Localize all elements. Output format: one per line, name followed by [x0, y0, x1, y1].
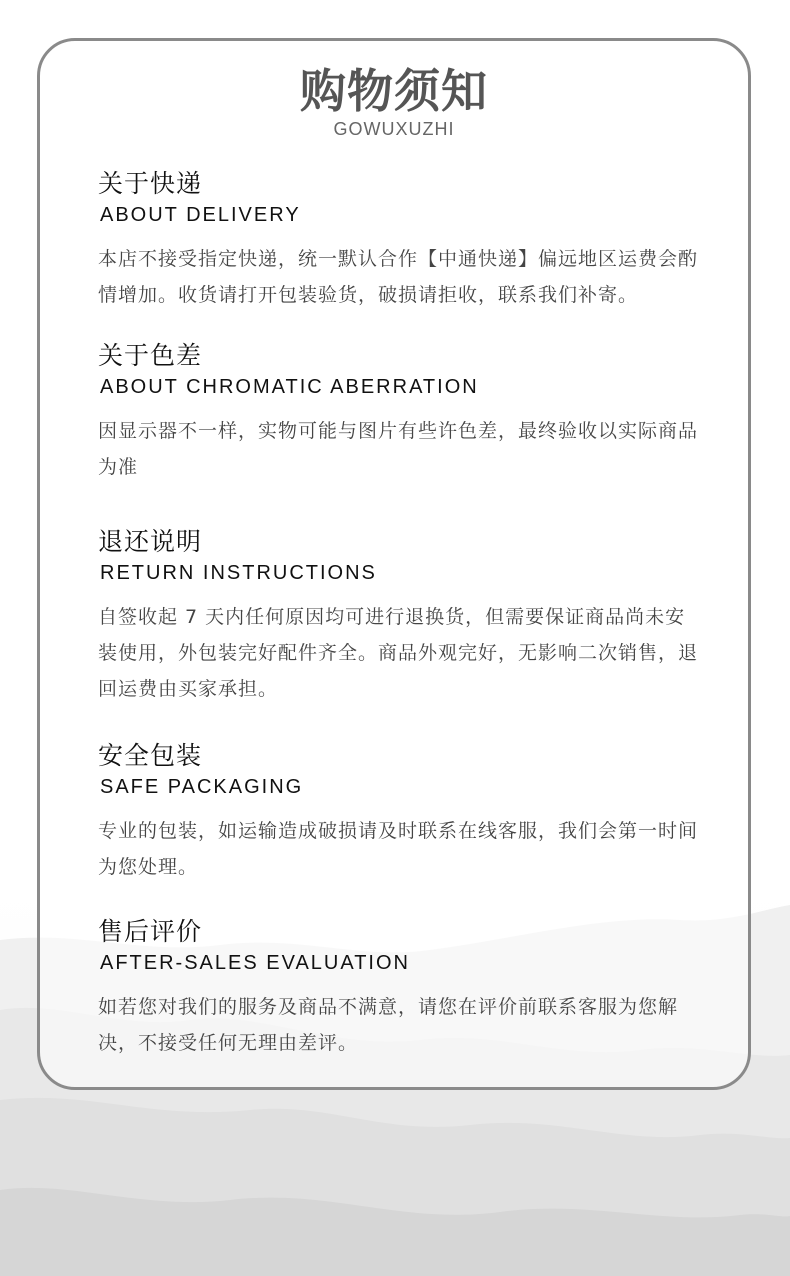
section-body: 如若您对我们的服务及商品不满意，请您在评价前联系客服为您解决，不接受任何无理由差评。 — [98, 996, 679, 1054]
section-body: 自签收起 7 天内任何原因均可进行退换货，但需要保证商品尚未安装使用，外包装完好配件齐全。商品外观完好，无影响二次销售，退回运费由买家承担。 — [98, 606, 699, 700]
section-title-cn: 退还说明 — [98, 527, 203, 556]
section-title-cn: 安全包装 — [98, 741, 203, 770]
page-title: 购物须知 — [300, 64, 488, 118]
section-title-en: RETURN INSTRUCTIONS — [100, 562, 377, 584]
section-title-cn: 关于快递 — [98, 169, 203, 198]
section-delivery — [98, 169, 698, 313]
section-title-en: SAFE PACKAGING — [100, 776, 304, 798]
section-title-en: ABOUT CHROMATIC ABERRATION — [100, 376, 479, 398]
section-title-en: ABOUT DELIVERY — [100, 204, 301, 226]
section-title-en: AFTER-SALES EVALUATION — [100, 952, 410, 974]
shopping-notice-card — [37, 38, 751, 1090]
section-return-instructions — [98, 527, 698, 707]
section-title-cn: 关于色差 — [98, 341, 203, 370]
section-after-sales-evaluation — [98, 917, 698, 1061]
section-safe-packaging — [98, 741, 698, 885]
page-subtitle: GOWUXUZHI — [333, 119, 455, 139]
section-chromatic-aberration — [98, 341, 698, 485]
notice-header — [40, 63, 748, 139]
section-title-cn: 售后评价 — [98, 917, 203, 946]
section-body: 本店不接受指定快递，统一默认合作【中通快递】偏远地区运费会酌情增加。收货请打开包装验货，破损请拒收，联系我们补寄。 — [98, 248, 699, 306]
section-body: 专业的包装，如运输造成破损请及时联系在线客服，我们会第一时间为您处理。 — [98, 820, 699, 878]
section-body: 因显示器不一样，实物可能与图片有些许色差，最终验收以实际商品为准 — [98, 420, 699, 478]
